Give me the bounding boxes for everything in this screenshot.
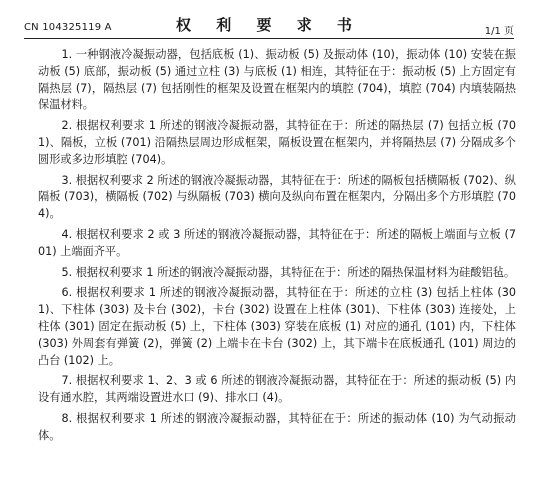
claim-7: 7. 根据权利要求 1、2、3 或 6 所述的钢液冷凝振动器，其特征在于：所述的振动板 (5) 内设有通水腔，其两端设置进水口 (9)、排水口 (4)。 [38, 374, 516, 405]
claim-1: 1. 一种钢液冷凝振动器，包括底板 (1)、振动板 (5) 及振动体 (10)，振动体 (10) 安装在振动板 (5) 底部，振动板 (5) 通过立柱 (3) 与底板 (1) 相连，其特征在于：振动板 (5) 上方固定有隔热层 (7)，隔热层 (7) 包括刚性的框架及设置在框架内的填腔 (704)，填腔 (704) 内填装隔热保温材料。 [38, 48, 516, 112]
claim-2: 2. 根据权利要求 1 所述的钢液冷凝振动器，其特征在于：所述的隔热层 (7) 包括立板 (701)、隔板，立板 (701) 沿隔热层周边形成框架，隔板设置在框架内，并将隔热层 (7) 分隔成多个圆形或多边形填腔 (704)。 [38, 119, 516, 166]
claims-list [38, 47, 516, 449]
claim-5: 5. 根据权利要求 1 所述的钢液冷凝振动器，其特征在于：所述的隔热保温材料为硅酸铝毡。 [61, 265, 516, 279]
page-number: 1/1 页 [484, 26, 514, 37]
claim-4: 4. 根据权利要求 2 或 3 所述的钢液冷凝振动器，其特征在于：所述的隔板上端面与立板 (701) 上端面齐平。 [38, 227, 516, 258]
claim-6: 6. 根据权利要求 1 所述的钢液冷凝振动器，其特征在于：所述的立柱 (3) 包括上柱体 (301)、下柱体 (303) 及卡台 (302)，卡台 (302) 设置在上柱体 (301)、下柱体 (303) 连接处，上柱体 (301) 固定在振动板 (5) 上，下柱体 (303) 穿装在底板 (1) 对应的通孔 (101) 内，下柱体 (303) 外周套有弹簧 (2)，弹簧 (2) 上端卡在卡台 (302) 上，其下端卡在底板通孔 (101) 周边的凸台 (102) 上。 [38, 286, 516, 367]
document-title: 权 利 要 求 书 [176, 16, 362, 34]
claim-8: 8. 根据权利要求 1 所述的钢液冷凝振动器，其特征在于：所述的振动体 (10) 为气动振动体。 [38, 411, 516, 442]
claim-3: 3. 根据权利要求 2 所述的钢液冷凝振动器，其特征在于：所述的隔板包括横隔板 (702)、纵隔板 (703)，横隔板 (702) 与纵隔板 (703) 横向及纵向布置在框架内，分隔出多个方形填腔 (704)。 [38, 173, 516, 221]
publication-number: CN 104325119 A [24, 22, 112, 33]
page-header [24, 10, 514, 39]
